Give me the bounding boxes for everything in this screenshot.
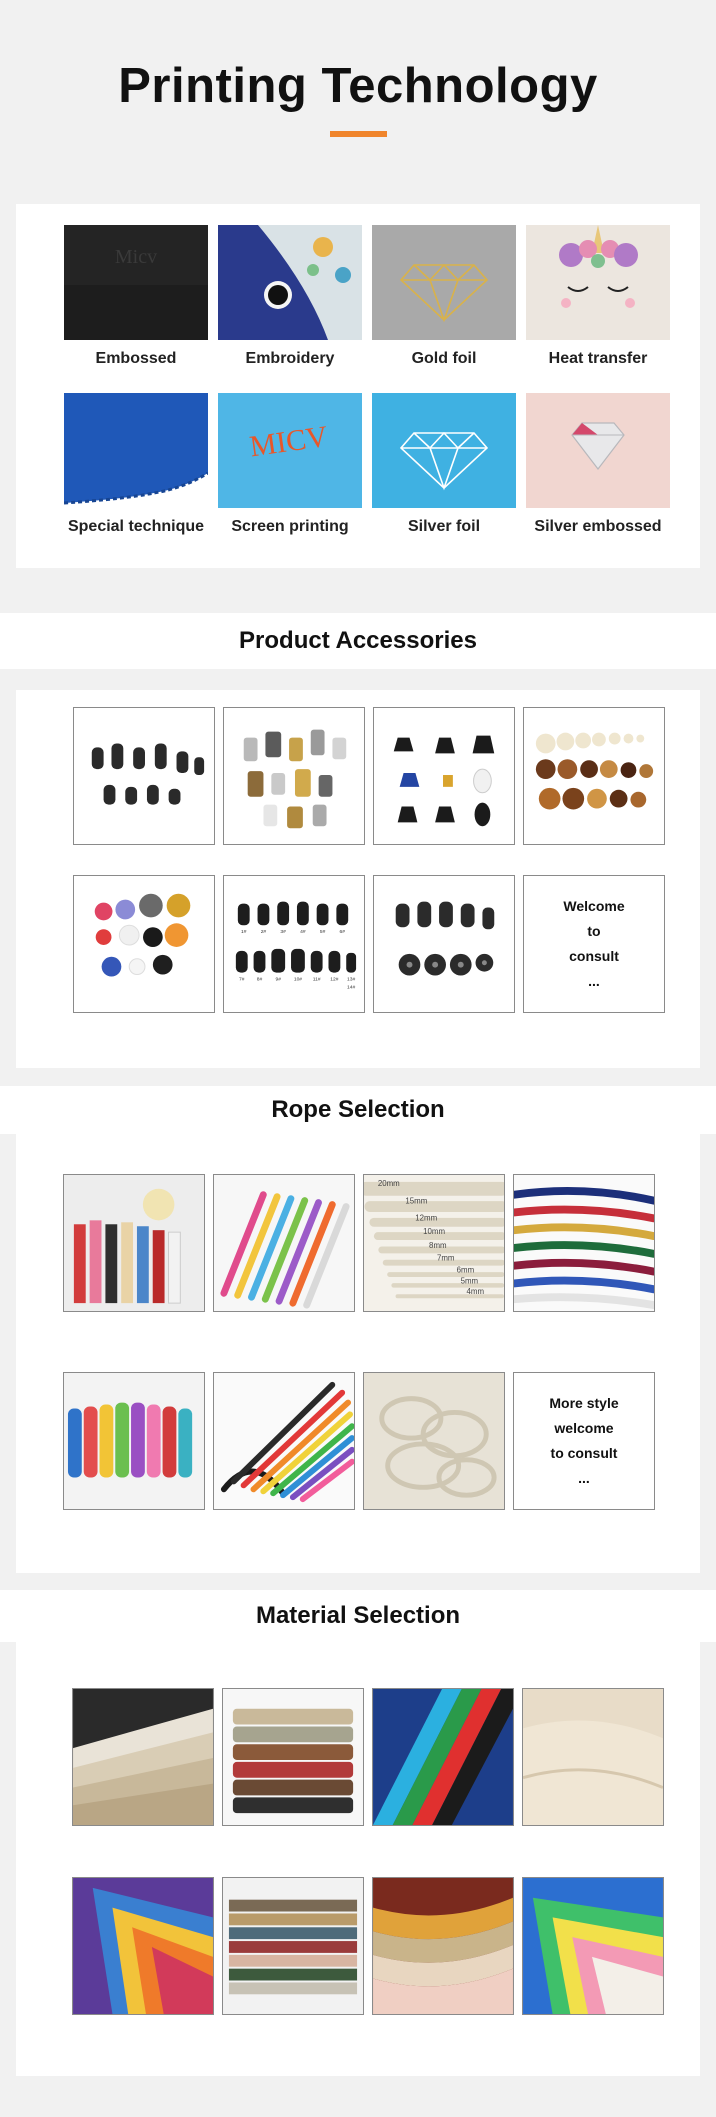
rope-panel <box>16 1131 700 1573</box>
caption-silver-embossed: Silver embossed <box>534 518 662 535</box>
ribbon-rolls-image[interactable] <box>63 1372 205 1510</box>
elastic-cords-graphic <box>214 1373 354 1509</box>
heat-transfer-image[interactable] <box>526 225 670 340</box>
stopper-size-label: 13# <box>347 977 356 983</box>
embroidery-graphic <box>218 225 362 340</box>
accessories-consult-card[interactable] <box>523 875 665 1013</box>
stopper-size-label: 3# <box>280 930 286 936</box>
material-panel <box>16 1641 700 2076</box>
stopper-size-label: 14# <box>347 985 356 991</box>
gold-foil-image[interactable] <box>372 225 516 340</box>
screen-printing-image[interactable] <box>218 393 362 508</box>
velvet-fabric-image[interactable] <box>372 1877 514 2015</box>
special-technique-graphic <box>64 393 208 508</box>
cotton-ropes-graphic <box>364 1175 504 1311</box>
canvas-fabric-image[interactable] <box>522 1688 664 1826</box>
consult-line: ... <box>588 973 600 989</box>
rope-size-label: 8mm <box>429 1240 447 1250</box>
stopper-size-label: 6# <box>339 930 346 936</box>
rope-size-label: 12mm <box>415 1213 438 1223</box>
cotton-ropes-image[interactable] <box>363 1174 505 1312</box>
metal-cord-ends-image[interactable] <box>223 707 365 845</box>
consult-line: Welcome <box>563 898 625 914</box>
silver-embossed-image[interactable] <box>526 393 670 508</box>
embossed-image[interactable] <box>64 225 208 340</box>
cord-stoppers-image[interactable] <box>73 707 215 845</box>
stopper-size-label: 12# <box>330 977 339 983</box>
canvas-fabric-graphic <box>523 1689 663 1825</box>
embroidery-image[interactable] <box>218 225 362 340</box>
stopper-size-label: 2# <box>260 930 267 936</box>
caption-embossed: Embossed <box>95 350 177 367</box>
material-title: Material Selection <box>0 1590 716 1642</box>
consult-line: to <box>587 923 601 939</box>
gold-diamond-graphic <box>372 225 516 340</box>
accessories-panel <box>16 690 700 1068</box>
polyester-fabric-graphic <box>373 1689 513 1825</box>
bright-fabric-graphic <box>523 1878 663 2014</box>
plastic-cord-ends-graphic <box>374 708 514 844</box>
plastic-cord-ends-image[interactable] <box>373 707 515 845</box>
stopper-size-label: 1# <box>241 930 247 936</box>
consult-line: consult <box>569 948 619 964</box>
screen-print-logo-text: MICV <box>247 419 330 464</box>
rope-size-label: 15mm <box>405 1196 428 1206</box>
embossed-logo-graphic <box>64 225 208 340</box>
round-stoppers-image[interactable] <box>373 875 515 1013</box>
caption-screen-printing: Screen printing <box>231 518 349 535</box>
consult-line: to consult <box>550 1445 618 1461</box>
rope-size-label: 7mm <box>436 1253 455 1263</box>
braided-cords-image[interactable] <box>213 1174 355 1312</box>
rope-title: Rope Selection <box>0 1086 716 1134</box>
stopper-size-label: 5# <box>319 930 326 936</box>
ribbon-rolls-graphic <box>64 1373 204 1509</box>
velvet-fabric-graphic <box>373 1878 513 2014</box>
consult-line: welcome <box>554 1420 614 1436</box>
stopper-size-label: 8# <box>256 977 263 983</box>
caption-embroidery: Embroidery <box>245 350 335 367</box>
consult-line: More style <box>549 1395 619 1411</box>
colorful-stoppers-image[interactable] <box>73 875 215 1013</box>
wooden-beads-graphic <box>524 708 664 844</box>
screen-printing-graphic <box>218 393 362 508</box>
cotton-stack-graphic <box>223 1878 363 2014</box>
satin-ribbons-image[interactable] <box>63 1174 205 1312</box>
rope-size-label: 4mm <box>466 1287 485 1297</box>
silver-foil-image[interactable] <box>372 393 516 508</box>
linen-fabric-graphic <box>223 1689 363 1825</box>
caption-special-technique: Special technique <box>67 518 205 535</box>
satin-colors-graphic <box>73 1878 213 2014</box>
linen-fabric-image[interactable] <box>222 1688 364 1826</box>
twisted-ropes-graphic <box>514 1175 654 1311</box>
braided-cords-graphic <box>214 1175 354 1311</box>
felt-fabric-image[interactable] <box>72 1688 214 1826</box>
twisted-ropes-image[interactable] <box>513 1174 655 1312</box>
embossed-logo-text: Micv <box>114 246 158 268</box>
bright-fabric-image[interactable] <box>522 1877 664 2015</box>
metal-cord-ends-graphic <box>224 708 364 844</box>
colorful-stoppers-graphic <box>74 876 214 1012</box>
silver-diamond-graphic <box>372 393 516 508</box>
cotton-stack-image[interactable] <box>222 1877 364 2015</box>
stopper-size-label: 9# <box>275 977 281 983</box>
stopper-size-label: 4# <box>300 930 306 936</box>
caption-gold-foil: Gold foil <box>411 350 477 367</box>
felt-fabric-graphic <box>73 1689 213 1825</box>
elastic-cords-image[interactable] <box>213 1372 355 1510</box>
special-technique-image[interactable] <box>64 393 208 508</box>
silver-embossed-graphic <box>526 393 670 508</box>
consult-line: ... <box>578 1470 590 1486</box>
caption-silver-foil: Silver foil <box>407 518 481 535</box>
numbered-stoppers-graphic <box>224 876 364 1012</box>
stopper-size-label: 7# <box>239 977 245 983</box>
beige-elastic-cords-image[interactable] <box>363 1372 505 1510</box>
polyester-fabric-image[interactable] <box>372 1688 514 1826</box>
title-accent-bar <box>330 131 387 137</box>
rope-size-label: 5mm <box>460 1276 479 1286</box>
rope-consult-card[interactable] <box>513 1372 655 1510</box>
rope-size-label: 10mm <box>423 1227 446 1237</box>
wooden-beads-image[interactable] <box>523 707 665 845</box>
stopper-size-label: 10# <box>293 977 303 983</box>
numbered-stoppers-image[interactable] <box>223 875 365 1013</box>
satin-ribbons-graphic <box>64 1175 204 1311</box>
satin-colors-image[interactable] <box>72 1877 214 2015</box>
caption-heat-transfer: Heat transfer <box>548 350 648 367</box>
rope-size-label: 20mm <box>377 1178 400 1188</box>
beige-elastic-graphic <box>364 1373 504 1509</box>
cord-stoppers-graphic <box>74 708 214 844</box>
accessories-title: Product Accessories <box>0 613 716 669</box>
unicorn-print-graphic <box>526 225 670 340</box>
stopper-size-label: 11# <box>312 977 321 983</box>
round-stoppers-graphic <box>374 876 514 1012</box>
printing-panel <box>16 204 700 568</box>
printing-title: Printing Technology <box>118 59 598 113</box>
rope-size-label: 6mm <box>456 1265 475 1275</box>
